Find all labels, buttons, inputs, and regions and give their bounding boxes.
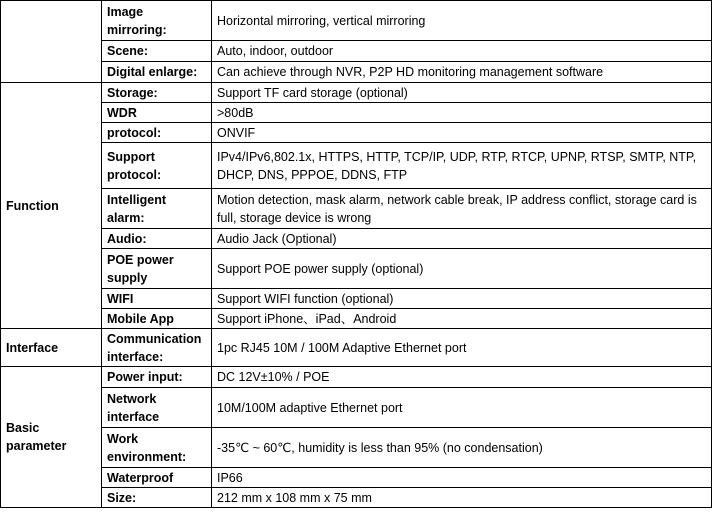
spec-value: Support TF card storage (optional) (212, 83, 712, 103)
spec-label: WIFI (102, 289, 212, 309)
group-cell-interface: Interface (1, 329, 102, 367)
spec-value: Support WIFI function (optional) (212, 289, 712, 309)
spec-value: Auto, indoor, outdoor (212, 41, 712, 62)
spec-value: 1pc RJ45 10M / 100M Adaptive Ethernet port (212, 329, 712, 367)
table-row (1, 103, 712, 123)
spec-label: Support protocol: (102, 143, 212, 189)
spec-label: protocol: (102, 123, 212, 143)
table-row (1, 249, 712, 289)
table-row (1, 428, 712, 468)
spec-label: Waterproof (102, 468, 212, 488)
spec-value: Can achieve through NVR, P2P HD monitoring management software (212, 62, 712, 83)
spec-value: Support iPhone、iPad、Android (212, 309, 712, 329)
table-row (1, 329, 712, 367)
group-cell-general (1, 1, 102, 83)
table-row (1, 229, 712, 249)
spec-label: Work environment: (102, 428, 212, 468)
spec-label: Communication interface: (102, 329, 212, 367)
spec-label: Storage: (102, 83, 212, 103)
table-row (1, 388, 712, 428)
spec-label: Audio: (102, 229, 212, 249)
spec-value: Motion detection, mask alarm, network cable break, IP address conflict, storage card is full, storage device is wrong (212, 189, 712, 229)
table-row (1, 488, 712, 508)
table-row (1, 83, 712, 103)
spec-value: Support POE power supply (optional) (212, 249, 712, 289)
spec-label: Scene: (102, 41, 212, 62)
spec-label: Image mirroring: (102, 1, 212, 41)
table-row (1, 1, 712, 41)
spec-value: ONVIF (212, 123, 712, 143)
table-row (1, 123, 712, 143)
table-row (1, 41, 712, 62)
spec-label: Size: (102, 488, 212, 508)
spec-value: IP66 (212, 468, 712, 488)
spec-value: Horizontal mirroring, vertical mirroring (212, 1, 712, 41)
spec-label: POE power supply (102, 249, 212, 289)
spec-label: Network interface (102, 388, 212, 428)
table-row (1, 309, 712, 329)
table-row (1, 367, 712, 388)
spec-value: 10M/100M adaptive Ethernet port (212, 388, 712, 428)
spec-label: Power input: (102, 367, 212, 388)
spec-label: WDR (102, 103, 212, 123)
spec-value: 212 mm x 108 mm x 75 mm (212, 488, 712, 508)
group-cell-function: Function (1, 83, 102, 329)
spec-label: Digital enlarge: (102, 62, 212, 83)
table-row (1, 62, 712, 83)
spec-value: DC 12V±10% / POE (212, 367, 712, 388)
spec-label: Intelligent alarm: (102, 189, 212, 229)
spec-label: Mobile App (102, 309, 212, 329)
spec-value: Audio Jack (Optional) (212, 229, 712, 249)
spec-value: -35℃ ~ 60℃, humidity is less than 95% (no condensation) (212, 428, 712, 468)
group-cell-basic-parameter: Basic parameter (1, 367, 102, 508)
table-row (1, 289, 712, 309)
table-row (1, 189, 712, 229)
spec-value: >80dB (212, 103, 712, 123)
table-row (1, 143, 712, 189)
table-row (1, 468, 712, 488)
spec-value: IPv4/IPv6,802.1x, HTTPS, HTTP, TCP/IP, UDP, RTP, RTCP, UPNP, RTSP, SMTP, NTP, DHCP, DNS, PPPOE, DDNS, FTP (212, 143, 712, 189)
